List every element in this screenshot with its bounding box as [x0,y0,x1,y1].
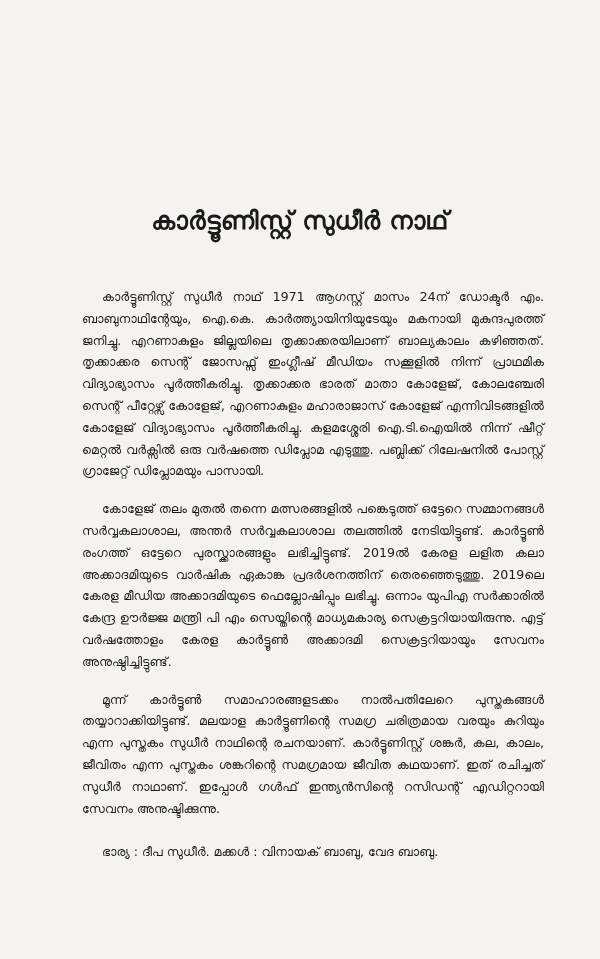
biography-text [82,286,544,879]
paragraph-early-life: കാർട്ടൂണിസ്റ്റ് സുധീർ നാഥ് 1971 ആഗസ്റ്റ് മാസം 24ന് ഡോക്ടർ എം. ബാബുനാഥിന്റേയും, ഐ.കെ. കാർത്ത്യായിനിയുടേയും മകനായി മുകുന്ദപുരത്ത് ജനിച്ചു. എറണാകുളം ജില്ലയിലെ തൃക്കാക്കരയിലാണ് ബാല്യകാലം കഴിഞ്ഞത്. തൃക്കാക്കര സെന്റ് ജോസഫ്സ് ഇംഗ്ലീഷ് മീഡിയം സക്കൂളിൽ നിന്ന് പ്രാഥമിക വിദ്യാഭ്യാസം പൂർത്തീകരിച്ചു. തൃക്കാക്കര ഭാരത് മാതാ കോളേജ്, കോലഞ്ചേരി സെന്റ് പീറ്റേഴ്സ് കോളേജ്, എറണാകുളം മഹാരാജാസ് കോളേജ് എന്നിവിടങ്ങളിൽ കോളേജ് വിദ്യാഭ്യാസം പൂർത്തീകരിച്ചു. കളമശ്ശേരി ഐ.ടി.ഐയിൽ നിന്ന് ഷീറ്റ് മെറ്റൽ വർക്സിൽ ഒരു വർഷത്തെ ഡിപ്ലോമ എടുത്തു. പബ്ലിക്ക് റിലേഷനിൽ പോസ്റ്റ് ഗ്രാജേറ്റ് ഡിപ്ലോമയും പാസായി. [82,289,544,479]
paragraph-books: മൂന്ന് കാർട്ടൂൺ സമാഹാരങ്ങളടക്കം നാൽപതിലേറെ പുസ്തകങ്ങൾ തയ്യാറാക്കിയിട്ടുണ്ട്. മലയാള കാർട്ടൂണിന്റെ സമഗ്ര ചരിത്രമായ വരയും കുറിയും എന്ന പുസ്തകം സുധീർ നാഥിന്റെ രചനയാണ്. കാർട്ടൂണിസ്റ്റ് ശങ്കർ, കല, കാലം, ജീവിതം എന്ന പുസ്തകം ശങ്കറിന്റെ സമഗ്രമായ ജീവിത കഥയാണ്. ഇത് രചിച്ചത് സുധീർ നാഥാണ്. ഇപ്പോൾ ഗൾഫ് ഇന്ത്യൻസിന്റെ റസിഡന്റ് എഡിറ്ററായി സേവനം അനുഷ്ടിക്കുന്നു. [82,691,544,816]
page-title: കാർട്ടൂണിസ്റ്റ് സുധീർ നാഥ് [151,206,449,235]
paragraph-family: ഭാര്യ : ദീപ സുധീർ. മക്കൾ : വിനായക് ബാബു, വേദ ബാബു. [102,844,439,860]
paragraph-achievements: കോളേജ് തലം മുതൽ തന്നെ മത്സരങ്ങളിൽ പങ്കെടുത്ത് ഒട്ടേറെ സമ്മാനങ്ങൾ സർവ്വകലാശാല, അന്തർ സർവ്വകലാശാല തലത്തിൽ നേടിയിട്ടുണ്ട്. കാർട്ടൂൺ രംഗത്ത് ഒട്ടേറെ പുരസ്ക്കാരങ്ങളും ലഭിച്ചിട്ടുണ്ട്. 2019ൽ കേരള ലളിത കലാ അക്കാദമിയുടെ വാർഷിക ഏകാങ്ക പ്രദർശനത്തിന് തെരഞ്ഞെടുത്തു. 2019ലെ കേരള മീഡിയ അക്കാദമിയുടെ ഫെല്ലോഷിപ്പും ലഭിച്ചു. ഒന്നാം യുപിഎ സർക്കാരിൽ കേന്ദ്ര ഊർജ്ജ മന്ത്രി പി എം സെയ്തിന്റെ മാധ്യമകാര്യ സെക്രട്ടറിയായിരുന്നു. എട്ട് വർഷത്തോളം കേരള കാർട്ടൂൺ അക്കാദമി സെക്രട്ടറിയായും സേവനം അനുഷ്ഠിച്ചിട്ടുണ്ട്. [82,501,544,669]
